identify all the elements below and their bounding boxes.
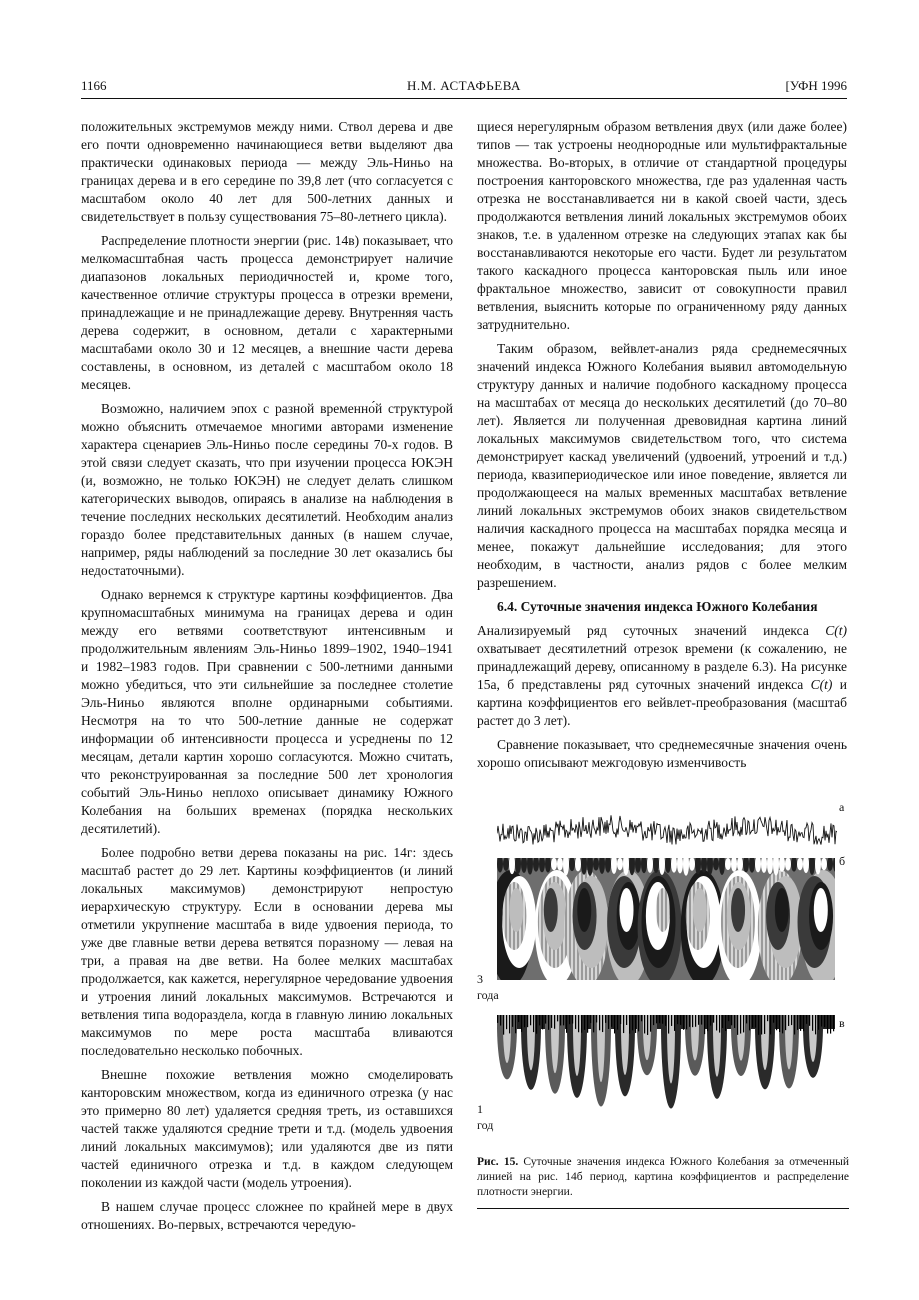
- energy-tick: [656, 1015, 657, 1023]
- figure-caption: [477, 1155, 849, 1200]
- energy-tick: [833, 1015, 834, 1031]
- energy-tick: [533, 1015, 534, 1032]
- energy-tick: [800, 1015, 801, 1031]
- coefficient-blob: [656, 888, 670, 932]
- energy-tick: [791, 1015, 792, 1025]
- energy-tick: [812, 1015, 813, 1031]
- energy-tick: [728, 1015, 729, 1021]
- energy-tick: [776, 1015, 777, 1030]
- page-number: 1166: [81, 78, 107, 93]
- scale-c-unit: год: [477, 1118, 494, 1132]
- energy-tick: [515, 1015, 516, 1033]
- panel-a-label: а: [839, 800, 845, 814]
- energy-tick: [614, 1015, 615, 1033]
- coefficient-fringe: [725, 858, 731, 870]
- energy-tick: [713, 1015, 714, 1023]
- timeseries-line: [497, 815, 837, 844]
- energy-tick: [506, 1015, 507, 1029]
- energy-tick: [596, 1015, 597, 1022]
- energy-tick: [662, 1015, 663, 1024]
- energy-tick: [611, 1015, 612, 1027]
- energy-tick: [572, 1015, 573, 1024]
- energy-tick: [809, 1015, 810, 1026]
- energy-tick: [818, 1015, 819, 1030]
- energy-tick: [554, 1015, 555, 1029]
- coefficient-blob: [620, 888, 634, 932]
- paragraph: Более подробно ветви дерева показаны на рис. 14г: здесь масштаб растет до 29 лет. Картины коэффициентов (и линий локальных максимумов) демонстрируют непростую иерархическую структуру. Если в основании дерева мы отметили укрупнение масштаба в виде удвоения периода, то уже две главные ветви дерева ветвятся поразному — левая на три, а правая на две ветви. На более мелких масштабах продолжается, как кажется, нерегулярное чередование удвоения и утроения линий локальных максимумов. Встречаются и ветвления типа водораздела, когда в главную линию локальных максимумов по мере роста масштаба вливаются последовательно несколько побочных.: [81, 845, 453, 1058]
- energy-tick: [587, 1015, 588, 1033]
- energy-tick: [755, 1015, 756, 1028]
- header-rule: [81, 98, 847, 99]
- energy-tick: [650, 1015, 651, 1032]
- scale-b-unit: года: [477, 988, 499, 1002]
- energy-tick: [701, 1015, 702, 1025]
- coefficient-blob: [544, 888, 558, 932]
- energy-tick: [500, 1015, 501, 1026]
- coefficient-blob: [731, 888, 745, 932]
- energy-tick: [617, 1015, 618, 1030]
- energy-tick: [725, 1015, 726, 1031]
- energy-tick: [815, 1015, 816, 1034]
- energy-tick: [770, 1015, 771, 1034]
- energy-tick: [785, 1015, 786, 1030]
- energy-tick: [548, 1015, 549, 1030]
- energy-tick: [710, 1015, 711, 1026]
- figure-15: [477, 800, 849, 1208]
- paragraph: Таким образом, вейвлет-анализ ряда среднемесячных значений индекса Южного Колебания выявил автомодельную структуру данных и наличие подобного каскадному процесса на масштабах от месяца до нескольких десятилетий (до 70–80 лет). Является ли полученная древовидная картина линий локальных максимумов свидетельством того, что система демонстрирует каскад увеличений (удвоений, утроений и т.д.) периода, квазипериодическое или иное поведение, является ли продолжающееся на малых временных масштабах ветвление линий локальных экстремумов обоих знаков свидетельством наличия каскадного процесса на масштабах порядка месяца и менее, покажут дальнейшие исследования; для этого необходим, в частности, анализ рядов с более мелким разрешением.: [477, 341, 847, 590]
- energy-tick: [761, 1015, 762, 1035]
- energy-tick: [692, 1015, 693, 1027]
- caption-text: Суточные значения индекса Южного Колебания за отмеченный линией на рис. 14б период, картина коэффициентов и распределение плотности энергии.: [477, 1156, 849, 1198]
- energy-tick: [503, 1015, 504, 1035]
- energy-tick: [722, 1015, 723, 1028]
- timeseries-panel: [497, 808, 837, 853]
- energy-tick: [806, 1015, 807, 1024]
- energy-tick: [764, 1015, 765, 1034]
- coefficient-fringe: [593, 858, 599, 871]
- paragraph: Распределение плотности энергии (рис. 14в) показывает, что мелкомасштабная часть процесса демонстрирует наличие диапазонов локальных периодичностей и, кроме того, качественное отличие структуры процесса в отрезки времени, принадлежащие и не принадлежащие дереву. Внутренняя часть дерева содержит, в основном, детали с характерными масштабами около 30 и 12 месяцев, а внешние части дерева составлены, в основном, из деталей с масштабом около 18 месяцев.: [81, 233, 453, 392]
- coefficient-map: [497, 858, 835, 980]
- energy-tick: [677, 1015, 678, 1024]
- left-column: [81, 118, 453, 1240]
- energy-tick: [518, 1015, 519, 1022]
- coefficient-fringe: [821, 858, 827, 870]
- energy-tick: [716, 1015, 717, 1030]
- energy-tick: [542, 1015, 543, 1029]
- energy-tick: [746, 1015, 747, 1023]
- energy-tick: [779, 1015, 780, 1032]
- paragraph: Внешне похожие ветвления можно смоделировать канторовским множеством, когда из единичного отрезка (у нас это примерно 80 лет) удаляется средняя треть, из оставшихся частей также удаляются средние трети и т.д. (модель удвоения линий локальных максимумов); или удаляются две из пяти частей единичного отрезка и т.д. в каждом следующем поколении из каждой части (модель утроения).: [81, 1067, 453, 1190]
- energy-tick: [593, 1015, 594, 1032]
- energy-tick: [590, 1015, 591, 1023]
- energy-tick: [527, 1015, 528, 1027]
- coefficient-fringe: [785, 858, 791, 871]
- coefficient-blob: [775, 888, 789, 932]
- energy-tick: [695, 1015, 696, 1027]
- panel-c-label: в: [839, 1016, 845, 1030]
- coefficient-fringe: [713, 858, 719, 870]
- energy-tick: [551, 1015, 552, 1028]
- paragraph: щиеся нерегулярным образом ветвления двух (или даже более) типов — так устроены неоднородные или мультифрактальные множества. Во-вторых, в отличие от стандартной процедуры построения канторовского множества, где раз удаленная часть отрезка не восстанавливается ни в какой своей части, здесь продолжаются ветвления линий локальных экстремумов обоих знаков, т.е. в удаленном отрезке на следующих этапах как бы восстанавливаются некоторые его части. Будет ли результатом такого каскадного процесса канторовская пыль или иное фрактальное множество, зависит от совокупности правил ветвления, выяснить которые по ограниченному ряду данных затруднительно.: [477, 119, 847, 332]
- energy-tick: [641, 1015, 642, 1021]
- energy-tick: [758, 1015, 759, 1035]
- energy-tick: [668, 1015, 669, 1034]
- coefficient-fringe: [551, 858, 557, 870]
- energy-tick: [665, 1015, 666, 1026]
- energy-tick: [743, 1015, 744, 1032]
- energy-tick: [605, 1015, 606, 1023]
- energy-tick: [524, 1015, 525, 1027]
- energy-tick: [629, 1015, 630, 1034]
- energy-tick: [536, 1015, 537, 1034]
- page-header: [81, 76, 847, 98]
- energy-tick: [635, 1015, 636, 1033]
- coefficient-blob: [693, 888, 707, 932]
- energy-tick: [647, 1015, 648, 1035]
- energy-tick: [704, 1015, 705, 1034]
- energy-tick: [752, 1015, 753, 1028]
- energy-tick: [797, 1015, 798, 1030]
- energy-tick: [521, 1015, 522, 1032]
- coefficient-fringe: [617, 858, 623, 870]
- energy-tick: [563, 1015, 564, 1025]
- paragraph: Возможно, наличием эпох с разной временно́й структурой можно объяснить отмечаемое многими авторами изменение характера сценариев Эль-Ниньо после середины 70-х годов. В этой связи следует сказать, что при изучении процесса ЮКЭН (и, возможно, не только ЮКЭН) не следует делать слишком категорических выводов, опираясь в анализе на наблюдения в течение последних нескольких десятилетий. Необходим анализ гораздо более представительных данных (в нашем случае, например, ряды наблюдений за последние 30 лет оказались бы недостаточными).: [81, 401, 453, 578]
- energy-tick: [674, 1015, 675, 1031]
- energy-tick: [626, 1015, 627, 1025]
- coefficient-blob: [577, 888, 591, 932]
- energy-tick: [620, 1015, 621, 1024]
- paragraph: положительных экстремумов между ними. Ствол дерева и две его почти одновременно начинающиеся ветви выделяют два практически одинаковых периода — между Эль-Ниньо на границах дерева и в его середине по 39,8 лет (что согласуется с масштабом около 40 лет для 500-летних данных и свидетельствует в пользу существования 75–80-летнего цикла).: [81, 119, 453, 224]
- energy-tick: [497, 1015, 498, 1023]
- energy-tick: [827, 1015, 828, 1034]
- energy-tick: [569, 1015, 570, 1024]
- energy-tick: [599, 1015, 600, 1030]
- energy-tick: [560, 1015, 561, 1025]
- energy-tick: [659, 1015, 660, 1023]
- scale-b-value: 3: [477, 972, 483, 986]
- energy-tick: [773, 1015, 774, 1023]
- scale-c-value: 1: [477, 1102, 483, 1116]
- energy-tick: [608, 1015, 609, 1029]
- energy-tick: [530, 1015, 531, 1025]
- energy-tick: [734, 1015, 735, 1028]
- energy-tick: [803, 1015, 804, 1031]
- energy-tick: [740, 1015, 741, 1034]
- text-run: Анализируемый ряд суточных значений индекса: [477, 623, 826, 638]
- energy-tick: [575, 1015, 576, 1029]
- energy-tick: [509, 1015, 510, 1033]
- text-run: охватывает десятилетний отрезок времени (к сожалению, не принадлежащий дереву, описанному в разделе 6.3). На рисунке 15а, б представлены ряд суточных значений индекса: [477, 641, 847, 692]
- energy-tick: [578, 1015, 579, 1032]
- energy-tick: [584, 1015, 585, 1030]
- right-column: [477, 118, 847, 778]
- coefficient-fringe: [557, 858, 563, 870]
- panel-b-label: б: [839, 854, 846, 868]
- energy-tick: [653, 1015, 654, 1025]
- energy-tick: [602, 1015, 603, 1032]
- running-author: Н.М. АСТАФЬЕВА: [407, 78, 521, 93]
- energy-tick: [623, 1015, 624, 1033]
- running-journal: [УФН 1996: [785, 78, 847, 93]
- energy-tick: [638, 1015, 639, 1031]
- energy-tick: [821, 1015, 822, 1027]
- energy-tick: [545, 1015, 546, 1024]
- paragraph: [477, 622, 847, 730]
- energy-tick: [830, 1015, 831, 1034]
- coefficient-fringe: [797, 858, 803, 870]
- energy-tick: [566, 1015, 567, 1033]
- text-run: и картина коэффициентов его вейвлет-преобразования (масштаб растет до 3 лет).: [477, 677, 848, 728]
- section-heading: 6.4. Суточные значения индекса Южного Колебания: [497, 599, 818, 614]
- energy-tick: [644, 1015, 645, 1033]
- paragraph: Однако вернемся к структуре картины коэффициентов. Два крупномасштабных минимума на границах дерева и один между его ветвями соответствуют интенсивным и продолжительным явлениям Эль-Ниньо 1899–1902, 1940–1941 и 1982–1983 годов. При сравнении с 500-летними данными можно убедиться, что эти сильнейшие за последнее столетие Эль-Ниньо являются вполне ординарными событиями. Несмотря на то что 500-летние данные не содержат информации об интенсивности процесса и усреднены по 12 месяцам, детали картин хорошо согласуются. Можно считать, что реконструированная за последние 500 лет хронология событий Эль-Ниньо неплохо описывает динамику Южного Колебания на больших временах (порядка нескольких десятилетий).: [81, 587, 453, 836]
- energy-tick: [689, 1015, 690, 1027]
- energy-tick: [737, 1015, 738, 1035]
- energy-density-map: [497, 1015, 835, 1113]
- energy-tick: [707, 1015, 708, 1031]
- caption-rule: [477, 1208, 849, 1209]
- paragraph: В нашем случае процесс сложнее по крайней мере в двух отношениях. Во-первых, встречаются чередую-: [81, 1199, 453, 1232]
- energy-tick: [683, 1015, 684, 1030]
- energy-tick: [698, 1015, 699, 1025]
- math-symbol: C(t): [825, 623, 847, 638]
- energy-tick: [680, 1015, 681, 1025]
- energy-tick: [788, 1015, 789, 1026]
- math-symbol: C(t): [810, 677, 833, 692]
- energy-tick: [767, 1015, 768, 1021]
- energy-tick: [719, 1015, 720, 1033]
- energy-tick: [581, 1015, 582, 1033]
- caption-label: Рис. 15.: [477, 1156, 519, 1168]
- energy-tick: [749, 1015, 750, 1030]
- energy-tick: [671, 1015, 672, 1026]
- energy-tick: [731, 1015, 732, 1025]
- energy-tick: [632, 1015, 633, 1030]
- energy-tick: [782, 1015, 783, 1033]
- energy-tick: [539, 1015, 540, 1025]
- energy-tick: [686, 1015, 687, 1029]
- coefficient-blob: [509, 888, 523, 932]
- paragraph: Сравнение показывает, что среднемесячные значения очень хорошо описывают межгодовую изменчивость: [477, 737, 847, 770]
- energy-tick: [557, 1015, 558, 1021]
- energy-tick: [794, 1015, 795, 1035]
- energy-tick: [824, 1015, 825, 1027]
- energy-tick: [512, 1015, 513, 1027]
- coefficient-blob: [814, 888, 828, 932]
